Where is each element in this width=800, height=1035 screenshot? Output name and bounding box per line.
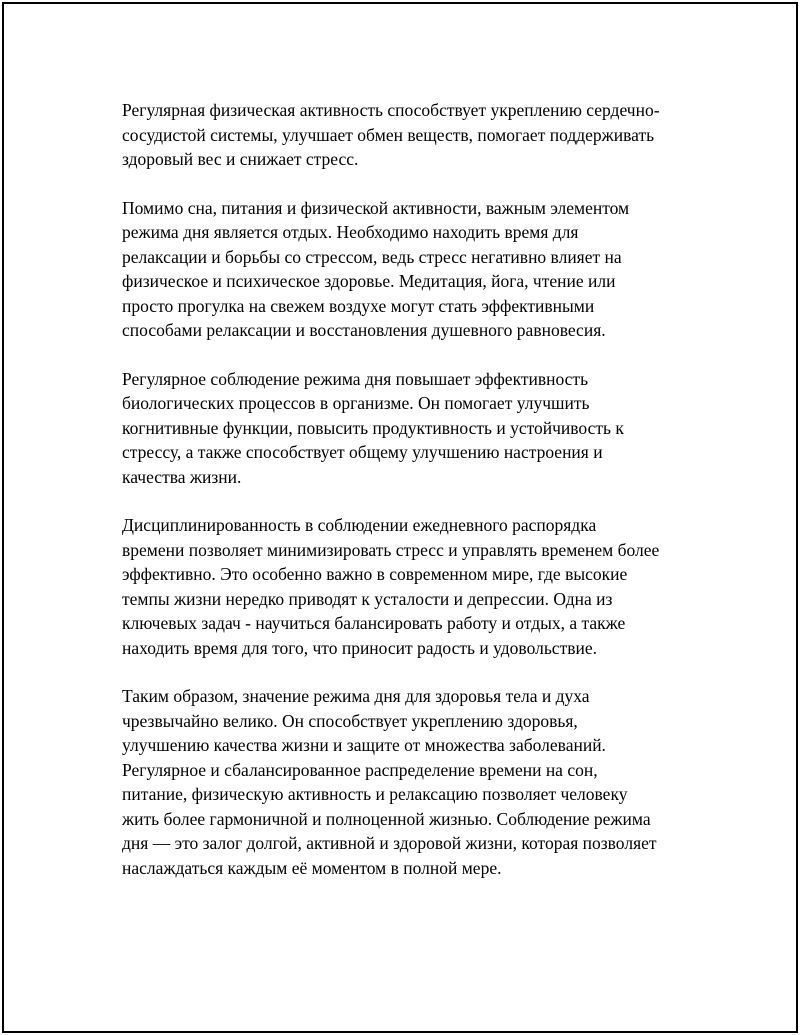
paragraph-physical-activity: Регулярная физическая активность способствует укреплению сердечно- сосудистой системы, улучшает обмен веществ, помогает поддерживать здоровый вес и снижает стресс. — [122, 100, 660, 169]
page-frame — [2, 2, 798, 1033]
paragraph-rest: Помимо сна, питания и физической активности, важным элементом режима дня является отдых. Необходимо находить время для релаксации и борьбы со стрессом, ведь стресс негативно влияет на физическое и психическое здоровье. Медитация, йога, чтение или просто прогулка на свежем воздухе могут стать эффективными способами релаксации и восстановления душевного равновесия. — [122, 197, 630, 340]
paragraph-routine-efficiency: Регулярное соблюдение режима дня повышает эффективность биологических процессов в организме. Он помогает улучшить когнитивные функции, повысить продуктивность и устойчивость к стрессу, а также способствует общему улучшению настроения и качества жизни. — [122, 368, 624, 487]
paragraph-discipline: Дисциплинированность в соблюдении ежедневного распорядка времени позволяет минимизировать стресс и управлять временем более эффективно. Это особенно важно в современном мире, где высокие темпы жизни нередко приводят к усталости и депрессии. Одна из ключевых задач - научиться балансировать работу и отдых, а также находить время для того, что приносит радость и удовольствие. — [122, 515, 660, 658]
paragraph-conclusion: Таким образом, значение режима дня для здоровья тела и духа чрезвычайно велико. Он способствует укреплению здоровья, улучшению качества жизни и защите от множества заболеваний. Регулярное и сбалансированное распределение времени на сон, питание, физическую активность и релаксацию позволяет человеку жить более гармоничной и полноценной жизнью. Соблюдение режима дня — это залог долгой, активной и здоровой жизни, которая позволяет наслаждаться каждым её моментом в полной мере. — [122, 686, 657, 878]
document-body — [122, 98, 702, 904]
